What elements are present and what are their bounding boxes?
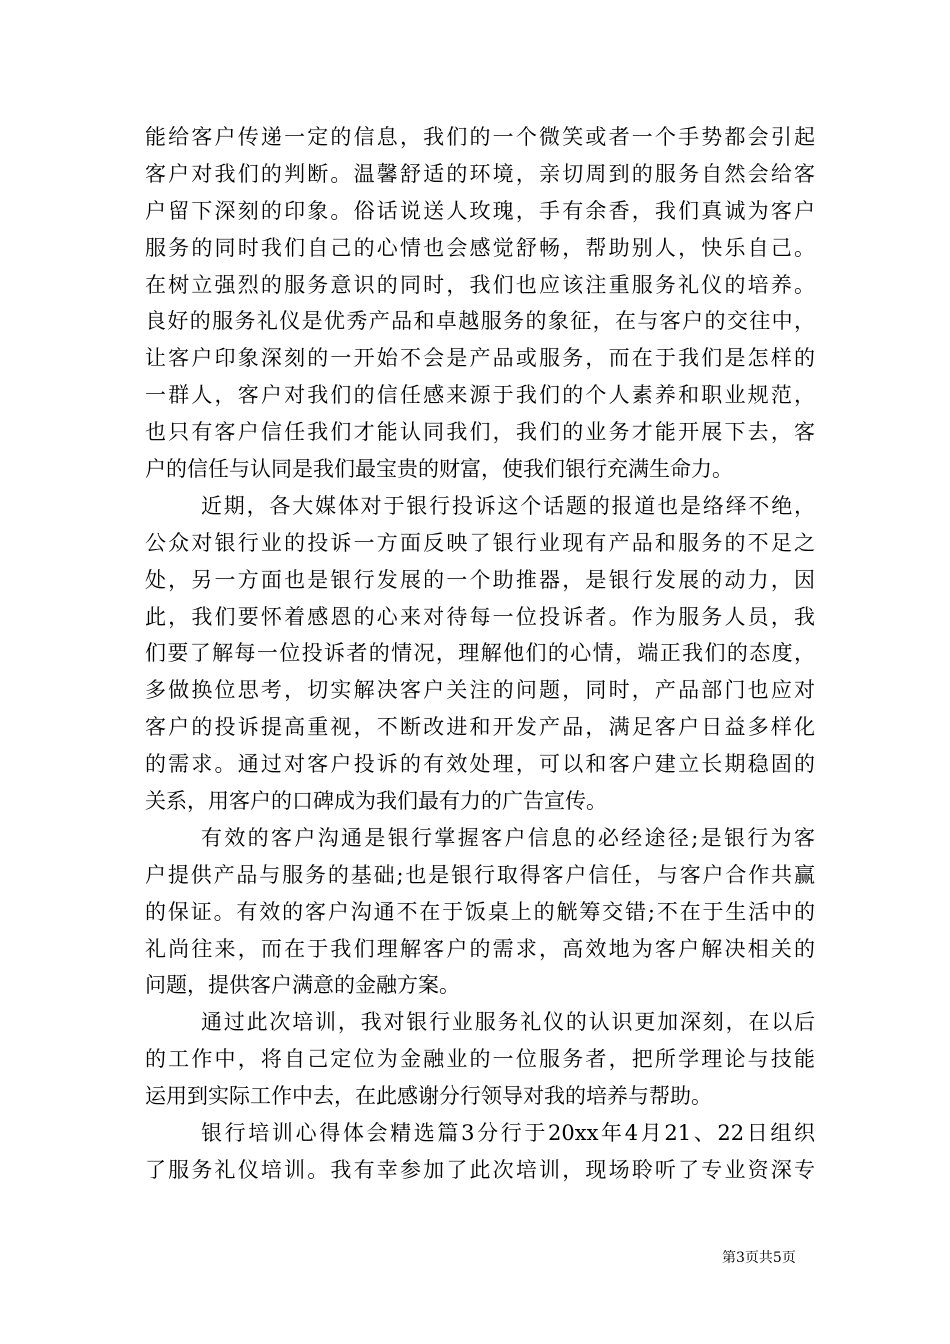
text-line: 近期，各大媒体对于银行投诉这个话题的报道也是络绎不绝， [201, 493, 815, 518]
text-line: 能给客户传递一定的信息，我们的一个微笑或者一个手势都会引起 [145, 125, 815, 149]
text-line: 的需求。通过对客户投诉的有效处理，可以和客户建立长期稳固的 [145, 752, 815, 777]
text-line: 问题，提供客户满意的金融方案。 [145, 973, 460, 998]
text-line: 一群人，客户对我们的信任感来源于我们的个人素养和职业规范， [145, 383, 815, 408]
text-line: 了服务礼仪培训。我有幸参加了此次培训，现场聆听了专业资深专 [145, 1157, 815, 1182]
text-line: 让客户印象深刻的一开始不会是产品或服务，而在于我们是怎样的 [145, 346, 815, 371]
text-line: 们要了解每一位投诉者的情况，理解他们的心情，端正我们的态度， [145, 641, 815, 666]
paragraph [145, 1004, 815, 1115]
paragraph [145, 1115, 815, 1189]
text-line: 此，我们要怀着感恩的心来对待每一位投诉者。作为服务人员，我 [145, 604, 815, 629]
text-line: 礼尚往来，而在于我们理解客户的需求，高效地为客户解决相关的 [145, 936, 815, 961]
text-line: 客户的投诉提高重视，不断改进和开发产品，满足客户日益多样化 [145, 715, 815, 740]
text-line: 公众对银行业的投诉一方面反映了银行业现有产品和服务的不足之 [145, 530, 815, 555]
text-line: 银行培训心得体会精选篇3分行于20xx年4月21、22日组织 [201, 1121, 815, 1146]
paragraph [145, 488, 815, 820]
text-line: 服务的同时我们自己的心情也会感觉舒畅，帮助别人，快乐自己。 [145, 235, 815, 260]
text-line: 户提供产品与服务的基础;也是银行取得客户信任，与客户合作共赢 [145, 862, 815, 887]
text-line: 良好的服务礼仪是优秀产品和卓越服务的象征，在与客户的交往中， [145, 309, 815, 334]
text-line: 多做换位思考，切实解决客户关注的问题，同时，产品部门也应对 [145, 678, 815, 703]
text-line: 有效的客户沟通是银行掌握客户信息的必经途径;是银行为客 [201, 825, 815, 850]
page-number: 第3页共5页 [722, 1250, 796, 1266]
text-line: 处，另一方面也是银行发展的一个助推器，是银行发展的动力，因 [145, 567, 815, 592]
text-line: 的保证。有效的客户沟通不在于饭桌上的觥筹交错;不在于生活中的 [145, 899, 815, 924]
paragraph [145, 119, 815, 488]
document-body [145, 119, 815, 1189]
paragraph [145, 820, 815, 1004]
text-line: 运用到实际工作中去，在此感谢分行领导对我的培养与帮助。 [145, 1084, 712, 1109]
text-line: 通过此次培训，我对银行业服务礼仪的认识更加深刻，在以后 [201, 1010, 815, 1035]
text-line: 户留下深刻的印象。俗话说送人玫瑰，手有余香，我们真诚为客户 [145, 198, 815, 223]
text-line: 的工作中，将自己定位为金融业的一位服务者，把所学理论与技能 [145, 1047, 815, 1072]
text-line: 在树立强烈的服务意识的同时，我们也应该注重服务礼仪的培养。 [145, 272, 815, 297]
text-line: 也只有客户信任我们才能认同我们，我们的业务才能开展下去，客 [145, 420, 815, 445]
text-line: 客户对我们的判断。温馨舒适的环境，亲切周到的服务自然会给客 [145, 161, 815, 186]
text-line: 关系，用客户的口碑成为我们最有力的广告宣传。 [145, 789, 607, 814]
text-line: 户的信任与认同是我们最宝贵的财富，使我们银行充满生命力。 [145, 457, 733, 482]
